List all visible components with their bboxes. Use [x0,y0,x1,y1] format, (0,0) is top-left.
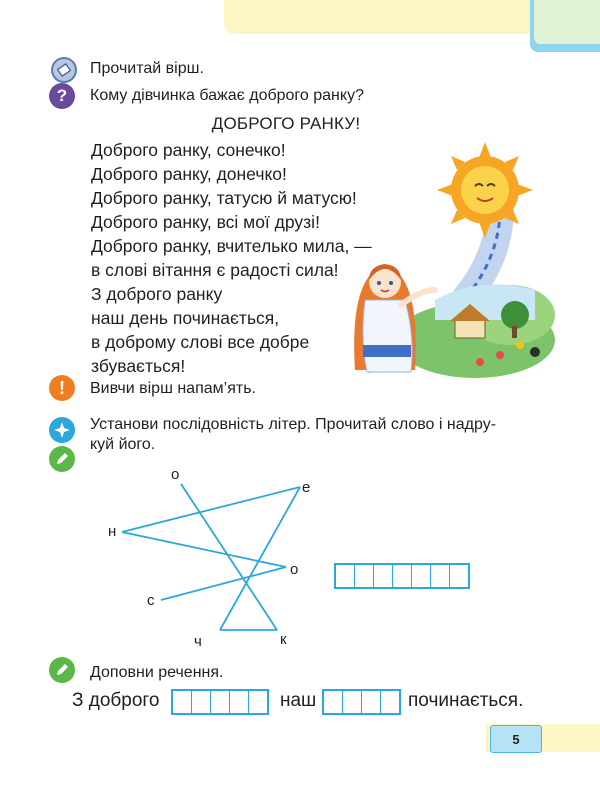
book-icon [51,57,77,83]
poem-title: ДОБРОГО РАНКУ! [211,114,361,133]
sentence-cells-2[interactable] [322,689,401,715]
answer-cell[interactable] [431,565,450,587]
question-mark-icon: ? [49,83,75,109]
exclamation-icon: ! [49,375,75,401]
answer-cell[interactable] [412,565,431,587]
task-sequence-text-line2: куй його. [90,436,156,453]
sentence-part3: починається. [408,690,524,711]
sentence-cells-1[interactable] [171,689,269,715]
poem-line: Доброго ранку, татусю й матусю! [91,188,357,208]
sentence-part1: З доброго [72,690,160,711]
puzzle-letter: к [280,631,287,648]
pencil-icon [49,446,75,472]
sentence-cell[interactable] [192,691,211,713]
task-complete-text: Доповни речення. [90,664,224,681]
sentence-cell[interactable] [381,691,399,713]
task-memorize-text: Вивчи вірш напам’ять. [90,380,256,397]
poem-line: Доброго ранку, всі мої друзі! [91,212,320,232]
sentence-cell[interactable] [324,691,343,713]
poem-line: в слові вітання є радості сила! [91,260,339,280]
puzzle-letter: е [302,479,311,496]
star-burst-icon [49,417,75,443]
puzzle-letter: н [108,523,117,540]
page-number: 5 [490,725,542,753]
sentence-part2: наш [280,690,317,711]
puzzle-letter: с [147,592,155,609]
sentence-cell[interactable] [343,691,362,713]
poem-line: Доброго ранку, донечко! [91,164,287,184]
task-read-text: Прочитай вірш. [90,60,204,77]
letter-puzzle-diagram [100,460,320,650]
answer-word-cells[interactable] [334,563,470,589]
sentence-cell[interactable] [230,691,249,713]
puzzle-line [161,567,286,600]
puzzle-line [181,484,277,630]
puzzle-line [220,487,300,630]
task-sequence-text-line1: Установи послідовність літер. Прочитай слово і надру- [90,416,497,433]
poem-line: в доброму слові все добре [91,332,310,352]
puzzle-letter: ч [194,633,202,650]
puzzle-letter: о [290,561,299,578]
answer-cell[interactable] [374,565,393,587]
poem-line: наш день починається, [91,308,280,328]
answer-cell[interactable] [336,565,355,587]
puzzle-line [122,487,300,532]
poem-line: збувається! [91,356,186,376]
poem-illustration [305,140,555,380]
header-tab-inner [534,0,600,44]
poem-line: Доброго ранку, сонечко! [91,140,286,160]
sentence-cell[interactable] [211,691,230,713]
sentence-cell[interactable] [362,691,381,713]
poem-line: З доброго ранку [91,284,223,304]
sentence-cell[interactable] [173,691,192,713]
answer-cell[interactable] [450,565,468,587]
task-question-text: Кому дівчинка бажає доброго ранку? [90,87,364,104]
pencil-icon [49,657,75,683]
poem-line: Доброго ранку, вчителько мила, — [91,236,372,256]
puzzle-letter: о [171,466,180,483]
sentence-cell[interactable] [249,691,267,713]
puzzle-line [122,532,286,567]
answer-cell[interactable] [355,565,374,587]
answer-cell[interactable] [393,565,412,587]
